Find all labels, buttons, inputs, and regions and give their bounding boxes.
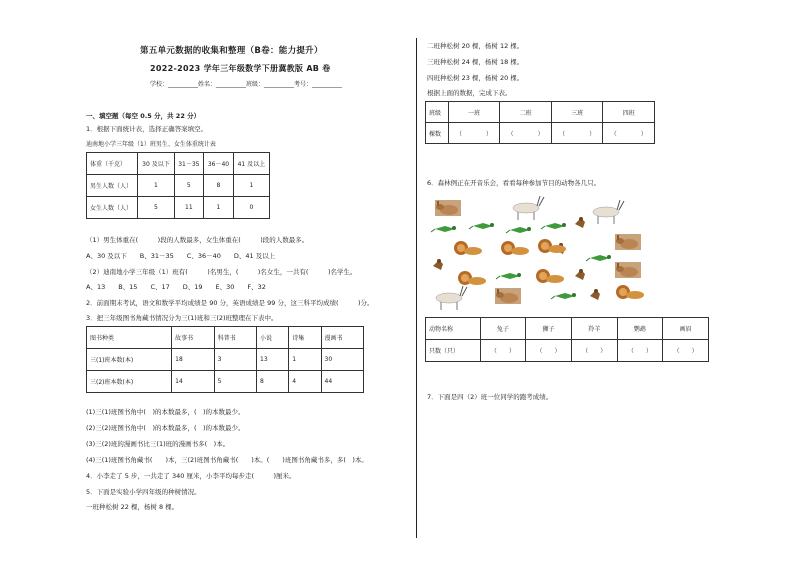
table-header-cell: 二班 [500,102,552,123]
table-row-label: 三(2)班本数(本) [87,371,172,393]
animal-count-table [425,317,709,362]
weight-table [86,152,270,219]
tree-table [425,101,655,144]
table-header-cell: 四班 [603,102,655,123]
table-cell: 44 [321,371,363,393]
question-5-line2: 二班种松树 20 棵，杨树 12 棵。 [427,42,524,50]
table-header-cell: 羚羊 [571,318,617,340]
table1-caption: 迪南地小学三年级（1）班男生、女生体重统计表 [86,141,216,148]
table-cell: 14 [172,371,214,393]
table-header-cell: 动物名称 [426,318,481,340]
table-header-cell: 小说 [257,327,289,349]
table-row-label: 女生人数（人） [87,197,138,219]
question-1-2: （2）迪南地小学三年级（1）班有( )名男生，( )名女生，一共有( )名学生。 [86,268,357,276]
table-cell: 3 [214,349,256,371]
table-header-cell: 体重（千克） [87,153,138,175]
question-3: 3．把三年级图书角藏书情况分为三(1)班和三(2)班整理在下表中。 [86,314,278,322]
question-3-1: (1)三(1)班图书角中( )的本数最多，( )的本数最少。 [86,408,245,416]
answer-blank[interactable]: （ ） [663,340,709,362]
table-row-label: 三(1)班本数(本) [87,349,172,371]
answer-blank[interactable]: （ ） [526,340,572,362]
table-cell: 0 [233,197,269,219]
table-header-cell: 31－35 [174,153,204,175]
table-header-cell: 图书种类 [87,327,172,349]
table-header-cell: 鹦鹉 [617,318,663,340]
section-heading: 一、填空题（每空 0.5 分，共 22 分） [86,112,201,120]
table-header-cell: 画眉 [663,318,709,340]
answer-blank[interactable]: （ ） [448,123,500,144]
question-3-2: (2)三(2)班图书角中( )的本数最多，( )的本数最少。 [86,424,245,432]
question-1-1-options: A、30 及以下 B、31－35 C、36－40 D、41 及以上 [86,252,276,260]
question-5-line4: 四班种松树 23 棵，杨树 20 棵。 [427,74,524,82]
table-header-cell: 兔子 [480,318,526,340]
table-cell: 1 [289,349,321,371]
table-header-cell: 科普书 [214,327,256,349]
question-2: 2．前面期末考试，语文和数学平均成绩是 90 分，英语成绩是 99 分，这三科平均成绩( )分。 [86,299,374,307]
table-header-cell: 故事书 [172,327,214,349]
question-3-4: (4)三(1)班图书角藏书( )本，三(2)班图书角藏书( )本。( )班图书角藏书多，多( )本。 [86,456,368,464]
column-divider [416,38,417,538]
table-cell: 4 [289,371,321,393]
table-header-cell: 诗集 [289,327,321,349]
table-header-cell: 41 及以上 [233,153,269,175]
table-cell: 5 [214,371,256,393]
page-subtitle: 2022-2023 学年三年级数学下册冀教版 AB 卷 [150,64,331,73]
table-cell: 18 [172,349,214,371]
table-header-cell: 班级 [426,102,449,123]
table-cell: 5 [138,197,174,219]
question-3-3: (3)三(2)班的漫画书比三(1)班的漫画书多( )本。 [86,440,230,448]
table-header-cell: 狮子 [526,318,572,340]
answer-blank[interactable]: （ ） [551,123,603,144]
table-cell: 11 [174,197,204,219]
page-title: 第五单元数据的收集和整理（B卷：能力提升） [140,46,323,56]
table-header-cell: 三班 [551,102,603,123]
table-cell: 1 [204,197,234,219]
table-row-label: 只数（只） [426,340,481,362]
table-row-label: 男生人数（人） [87,175,138,197]
animal-illustration [425,190,655,310]
table-cell: 1 [138,175,174,197]
table-cell: 8 [257,371,289,393]
table-cell: 30 [321,349,363,371]
question-5-line1: 一班种松树 22 棵，杨树 8 棵。 [86,503,179,511]
question-1-1: （1）男生体重在( )段的人数最多，女生体重在( )段的人数最多。 [86,236,309,244]
question-5: 5．下面是实验小学四年级的种树情况。 [86,488,201,496]
table-cell: 1 [233,175,269,197]
answer-blank[interactable]: （ ） [571,340,617,362]
table-row-label: 棵数 [426,123,449,144]
table-cell: 5 [174,175,204,197]
question-5-instruction: 根据上面的数据，完成下表。 [427,89,512,97]
book-table [86,326,364,393]
table-header-cell: 一班 [448,102,500,123]
question-6: 6．森林例正在开音乐会，看看每种参加节目的动物各几只。 [427,179,601,187]
table-header-cell: 36－40 [204,153,234,175]
answer-blank[interactable]: （ ） [603,123,655,144]
question-1: 1．根据下面统计表，选择正确答案填空。 [86,125,208,133]
table-header-cell: 漫画书 [321,327,363,349]
question-4: 4．小李走了 5 步，一共走了 340 厘米，小李平均每步走( )厘米。 [86,472,296,480]
table-cell: 13 [257,349,289,371]
table-cell: 8 [204,175,234,197]
question-7: 7．下面是四（2）班一位同学的跑考成绩。 [427,393,553,401]
answer-blank[interactable]: （ ） [480,340,526,362]
question-1-2-options: A、13 B、15 C、17 D、19 E、30 F、32 [86,283,266,291]
question-5-line3: 三班种松树 24 棵，杨树 18 棵。 [427,58,524,66]
student-info-line: 学校：__________姓名：__________班级：__________考号：__________ [150,81,343,88]
answer-blank[interactable]: （ ） [617,340,663,362]
table-header-cell: 30 及以下 [138,153,174,175]
answer-blank[interactable]: （ ） [500,123,552,144]
